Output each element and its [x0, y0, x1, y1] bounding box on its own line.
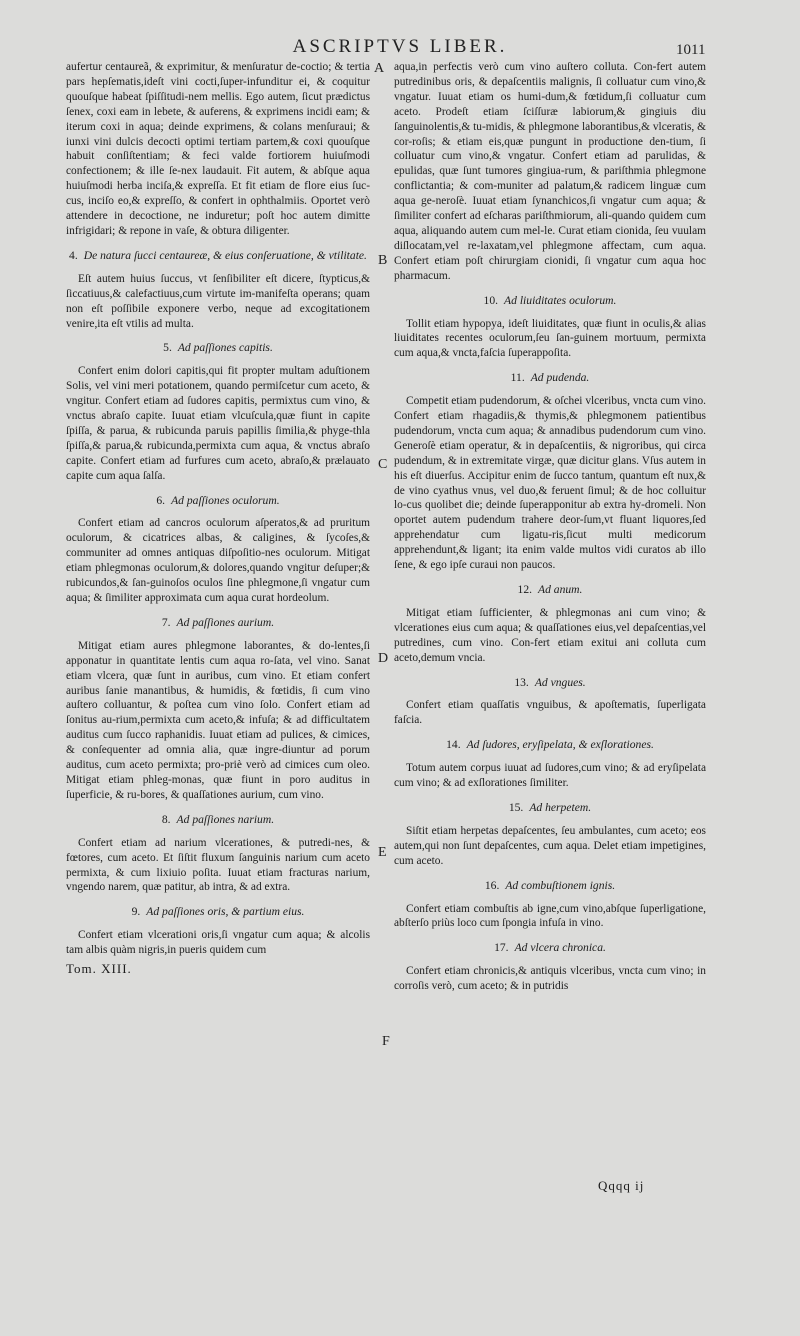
margin-letter-e: E	[378, 845, 387, 860]
section-heading-6	[66, 494, 370, 509]
margin-letter-d: D	[378, 651, 389, 666]
section-title: Ad paſſiones oris, & partium eius.	[146, 905, 305, 919]
section-number: 9.	[131, 905, 141, 919]
section-heading-17	[394, 941, 706, 956]
paragraph: Tollit etiam hypopya, ideſt liuiditates, quæ fiunt in oculis,& alias liuiditates recentes oculorum,ſeu ſan-guinem mortuum, permixta cum aqua,& vncta,faſcia ſuperappoſita.	[394, 317, 706, 360]
paragraph: Eſt autem huius ſuccus, vt ſenſibiliter eſt dicere, ſtypticus,& ſiccatiuus,& calefactiuus,cum virtute im-manifeſta operans; quam non eſt poſſibile exponere verbo, neque ad excogitationem venire,ita eſt vtilis ad multa.	[66, 272, 370, 330]
margin-letter-b: B	[378, 253, 388, 268]
section-title: Ad paſſiones aurium.	[176, 615, 275, 629]
paragraph: Confert etiam ad cancros oculorum aſperatos,& ad pruritum oculorum, & cicatrices albas, & caligines, & ſycoſes,& communiter ad omnes antiquas diſpoſitio-nes oculorum. Mitigat etiam phlegmonas oculorum,& dolores,quando vngitur deſuper;& rubicundos,& ſan-guinoſos oculos ſine phlegmone,ſi vngatur cum aqua; & ſimiliter approximata cum aqua curat hordeolum.	[66, 517, 370, 604]
folio-number: 1011	[676, 42, 706, 58]
section-title: Ad herpetem.	[529, 800, 592, 814]
right-column	[394, 60, 706, 998]
section-heading-10	[394, 294, 706, 309]
section-heading-9	[66, 905, 370, 920]
section-title: Ad paſſiones oculorum.	[171, 493, 280, 507]
section-number: 12.	[517, 583, 533, 596]
section-heading-16	[394, 879, 706, 894]
section-title: Ad vngues.	[534, 675, 586, 689]
section-number: 17.	[494, 941, 509, 955]
section-number: 14.	[446, 738, 461, 752]
section-title: Ad paſſiones narium.	[176, 812, 275, 826]
section-title: Ad paſſiones capitis.	[177, 341, 273, 355]
margin-letter-a: A	[374, 61, 385, 76]
paragraph: Totum autem corpus iuuat ad ſudores,cum vino; & ad eryſipelata cum vino; & ad exſlorationes ſimiliter.	[394, 762, 706, 790]
section-title: Ad liuiditates oculorum.	[504, 293, 617, 307]
paragraph: aufertur centaureã, & exprimitur, & menſuratur de-coctio; & tertia pars hepſematis,ideſt vini cocti,ſuper-infunditur ei, & coquitur quouſque habeat ſpiſſitudi-nem mellis. Ego autem, ſicut prædictus ſenex, coxi eam in lebete, & auferens, & exprimens incidi eam; & iterum coxi in aqua; deinde exprimens, & colans menſuraui; & iunxi vini dulcis decocti optimi tertiam partem,& coxi quouſque habuit conſiſtentiam; & feci valde fortiorem huiuſmodi confectionem; & ille ſe-nex laudauit. Fit autem, & abſque aqua huiuſmodi herba inciſa,& expreſſa. Et fit etiam de flore eius ſuc-cus, inciſo eo,& expreſſo, & confert in ophthalmiis. Oportet verò attendere in decoctione, ne induretur; poſt hoc autem dimitte infrigidari; & repone in vaſe, & obtura diligenter.	[66, 61, 370, 237]
section-number: 7.	[161, 615, 171, 629]
paragraph: Competit etiam pudendorum, & oſchei vlceribus, vncta cum vino. Confert etiam rhagadiis,& thymis,& phlegmonem patientibus pudendorum, vncta cum aqua; & annadibus pudendorum cum vino. Generoſè etiam operatur, & in depaſcentiis, & nigroribus, qui circa pudendum, & in extremitate virgæ, quæ dicitur glans. Vſus autem in his eſt diuerſus. Accipitur enim de ſucco tantum, quantum eſt nux,& de vino cyathus vnus, vel duo,& feruent ſimul; & de hoc colluitur lo-cus quolibet die; deinde ſuperapponitur ab extra hy-dromeli. Non oportet autem pudendum trahere deor-ſum,vt fluant liquores,ſed apprehendatur cum ligatu-ris,ſicut multi medicorum apprehendunt,& ligant; ita enim valde multos vidi curatos ab illo ſene, & ego ipſe curaui non paucos.	[394, 395, 706, 572]
section-title: Ad combuſtionem ignis.	[505, 878, 616, 892]
paragraph: Confert etiam vlcerationi oris,ſi vngatur cum aqua; & alcolis tam albis quàm nigris,in pueris quidem cum	[66, 929, 370, 957]
section-number: 11.	[510, 371, 525, 385]
section-heading-4	[66, 249, 370, 264]
section-number: 5.	[163, 341, 172, 355]
margin-letter-f: F	[382, 1034, 390, 1049]
section-heading-5	[66, 341, 370, 356]
section-heading-12	[394, 583, 706, 598]
paragraph: Siſtit etiam herpetas depaſcentes, ſeu ambulantes, cum aceto; eos autem,qui non ſunt depaſcentes, cum aqua. Delet etiam impetigines, cum aceto.	[394, 824, 706, 867]
section-heading-8	[66, 813, 370, 828]
section-title: Ad vlcera chronica.	[514, 941, 606, 955]
section-title: Ad ſudores, eryſipelata, & exſlorationes.	[466, 738, 654, 752]
section-number: 8.	[161, 812, 171, 826]
section-heading-13	[394, 676, 706, 691]
paragraph: Confert enim dolori capitis,qui fit propter multam aduſtionem Solis, vel vini meri potationem, quando permiſcetur cum aceto, & vngitur. Confert etiam ad ſudores capitis, permixtus cum vino, & vnctus abraſo capite. Iuuat etiam vlcuſcula,quæ fiunt in capite ſpiſſa, & parua, & rubicunda paruis papillis ſimilia,& phyge-thla ſpiſſa,& parua,& rubicunda,permixta cum aqua, & vnctus abraſo capite. Confert etiam ad furfures cum aceto, abraſo,& prælauato capite cum aqua ſalſa.	[66, 365, 370, 482]
section-number: 15.	[508, 800, 524, 814]
section-heading-7	[66, 616, 370, 631]
paragraph: aqua,in perfectis verò cum vino auſtero colluta. Con-fert autem putredinibus oris, & depaſcentiis malignis, ſi colluatur cum vino,& vngatur. Iuuat etiam os humi-dum,& fœtidum,ſi colluatur cum aceto. Prodeſt etiam ſciſſuræ labiorum,& gingiuis diu ſanguinolentis,& tu-midis, & phlegmone laborantibus,& vlceratis, & cor-roſis; & etiam eis,quæ pungunt in productione den-tium, ſi colluatur cum vino,& vngatur. Confert etiam ad parulidas, & epulidas, quæ ſunt tumores gingiua-rum, & pariſthmia phlegmone conflictantia; & com-muniter ad palatum,& radicem linguæ cum aqua ge-neroſè. Iuuat etiam ſynanchicos,ſi vngatur cum aqua; & ſimiliter confert ad eſcharas pariſthmiorum, ali-quando quidem cum aqua, aliquando autem cum mel-le. Curat etiam cionida, ſeu vuulam diſlocatam,vel re-laxatam,vel phlegmone affectam, cum aqua. Confert etiam poſt chirurgiam cionidi, ſi vngatur cum aqua hoc pharmacum.	[394, 61, 706, 282]
section-number: 6.	[156, 493, 166, 507]
section-heading-14	[394, 738, 706, 753]
margin-letter-c: C	[378, 457, 388, 472]
paragraph: Confert etiam quaſſatis vnguibus, & apoſtematis, ſuperligata faſcia.	[394, 699, 706, 727]
section-title: De natura ſucci centaureæ, & eius conſeruatione, & vtilitate.	[83, 248, 367, 262]
running-head: ASCRIPTVS LIBER.	[292, 36, 508, 57]
signature-mark: Qqqq ij	[598, 1178, 645, 1193]
section-number: 13.	[514, 675, 529, 689]
section-number: 4.	[69, 248, 78, 262]
section-heading-15	[394, 801, 706, 816]
paragraph: Mitigat etiam ſufficienter, & phlegmonas ani cum vino; & vlcerationes eius cum aqua; & quaſſationes eius,vel depaſcentias,vel putredines, cum vino. Con-fert etiam exitui ani colluta cum aceto,demum vncia.	[394, 606, 706, 664]
section-number: 16.	[484, 878, 500, 892]
left-column	[66, 60, 370, 978]
tome-number: Tom. XIII.	[66, 961, 132, 977]
section-title: Ad anum.	[538, 583, 583, 596]
volume-signature	[66, 962, 370, 978]
section-heading-11	[394, 371, 706, 386]
paragraph: Mitigat etiam aures phlegmone laborantes, & do-lentes,ſi apponatur in quantitate lentis cum aqua ro-ſata, vel vino. Sanat etiam vlcera, quæ ſunt in auribus, cum vino. Et etiam confert auribus ſanie manantibus, & humidis, & fœtidis, ſi cum vino auſtero colluantur, & poſtea cum vino ſolo. Confert etiam ad ſonitus au-rium,permixta cum aceto,& infuſa; & ad difficultatem auditus cum ſucco raphanidis. Iuuat etiam ad pulices, & cimices, & conſequenter ad omnia alia, quæ ingre-diuntur ad porum auditus, cum aceto permixta; pro-priè verò ad cimices cum oleo. Mitigat etiam phleg-monas, quæ fiunt in poro auditus in ſuperficie, & ru-bores, & quaſſationes aurium, cum vino.	[66, 639, 370, 801]
section-number: 10.	[483, 293, 499, 307]
paragraph: Confert etiam ad narium vlcerationes, & putredi-nes, & fœtores, cum aceto. Et ſiſtit fluxum ſanguinis narium cum aceto permixta, & cum lixiuio poſita. Iuuat etiam fracturas narium, vngendo narem, quæ patitur, ab intra, & ad extra.	[66, 836, 370, 894]
paragraph: Confert etiam combuſtis ab igne,cum vino,abſque ſuperligatione, abſterſo priùs loco cum ſpongia infuſa in vino.	[394, 902, 706, 930]
section-title: Ad pudenda.	[530, 371, 590, 385]
paragraph: Confert etiam chronicis,& antiquis vlceribus, vncta cum vino; in corroſis verò, cum aceto; & in putridis	[394, 965, 706, 993]
